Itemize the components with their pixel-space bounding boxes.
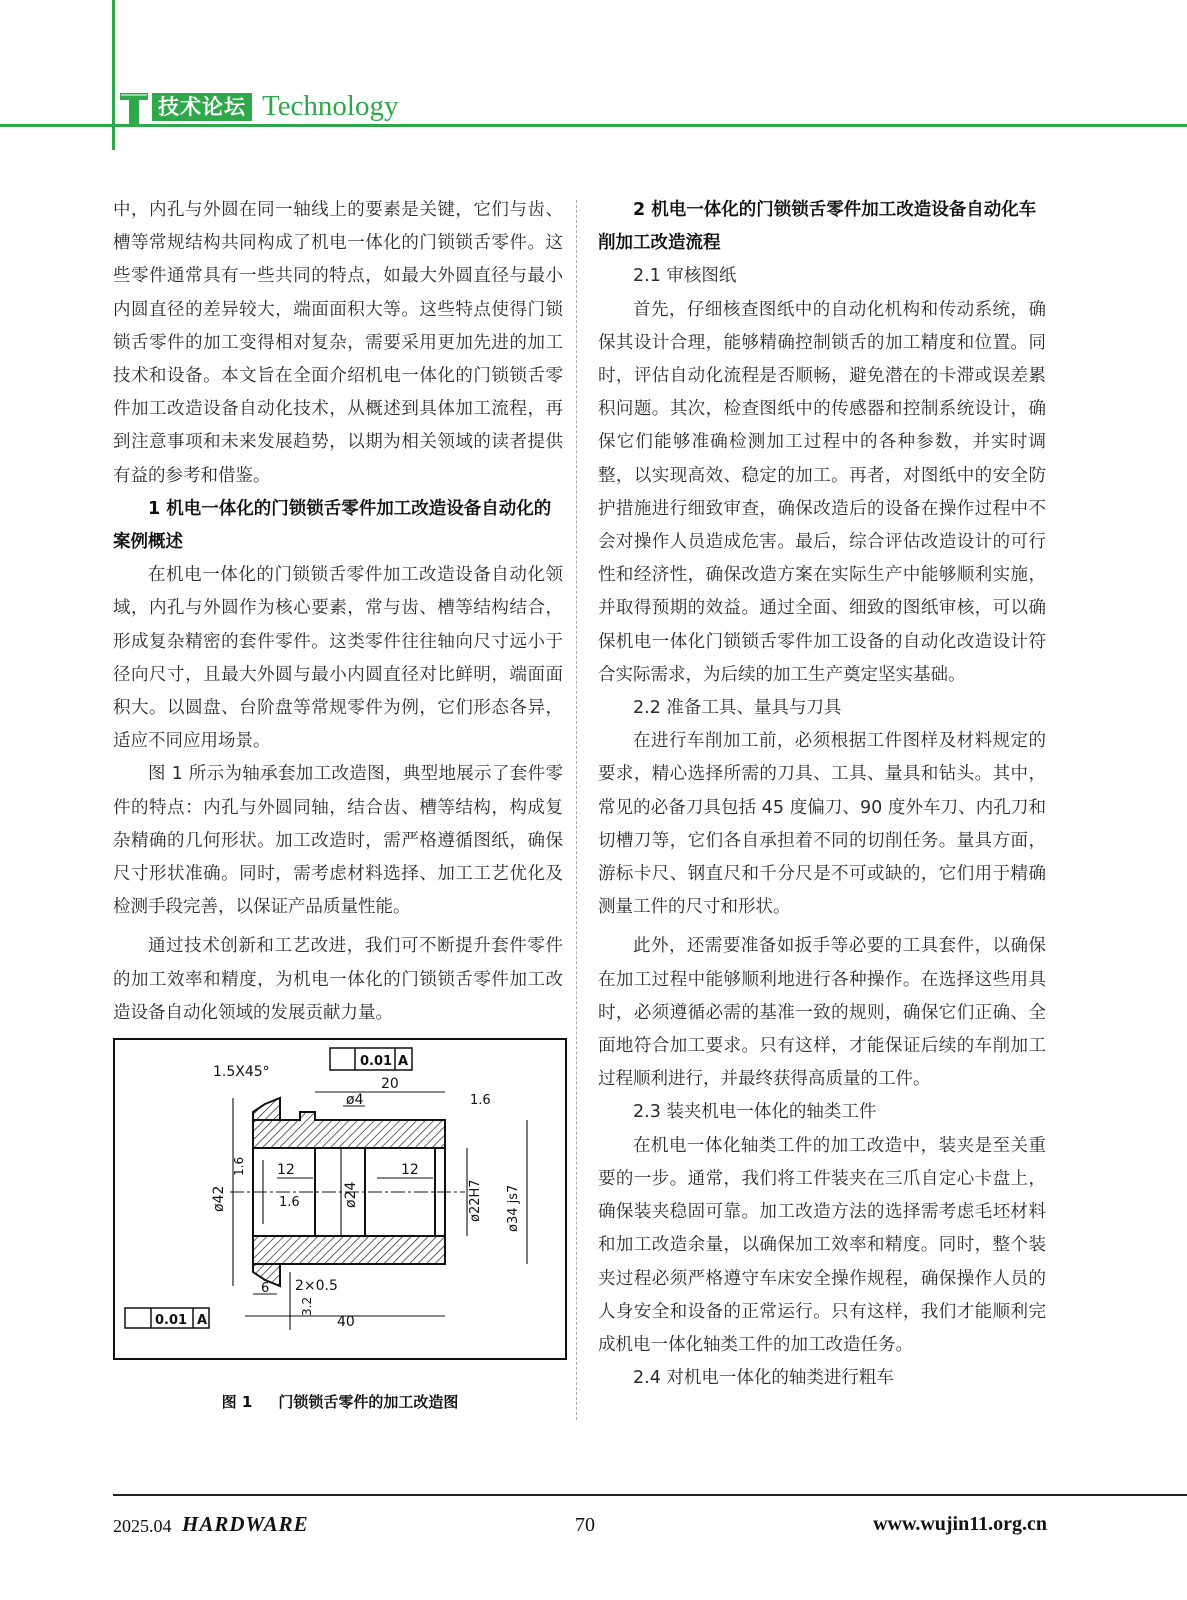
column-divider [576, 200, 577, 1420]
label-dia-42: ø42 [211, 1185, 227, 1212]
section-heading: 2 机电一体化的门锁锁舌零件加工改造设备自动化车削加工改造流程 [598, 200, 1037, 254]
label-len-12-right: 12 [401, 1162, 419, 1178]
website-url: www.wujin11.org.cn [873, 1513, 1047, 1535]
label-roughness-bottom: 3.2 [300, 1296, 314, 1316]
magazine-name: HARDWARE [182, 1512, 309, 1536]
paragraph: 首先，仔细核查图纸中的自动化机构和传动系统，确保其设计合理，能够精确控制锁舌的加工精度和位置。同时，评估自动化流程是否顺畅，避免潜在的卡滞或误差累积问题。其次，检查图纸中的传感器和控制系统设计，确保它们能够准确检测加工过程中的各种参数，并实时调整，以实现高效、稳定的加工。再者，对图纸中的安全防护措施进行细致审查，确保改造后的设备在操作过程中不会对操作人员造成危害。最后，综合评估改造设计的可行性和经济性，确保改造方案在实际生产中能够顺利实施，并取得预期的效益。通过全面、细致的图纸审核，可以确保机电一体化门锁锁舌零件加工设备的自动化改造设计符合实际需求，为后续的加工生产奠定坚实基础。 [598, 299, 1046, 685]
label-roughness-inner: 1.6 [279, 1195, 300, 1210]
label-datum-a-bottom: A [197, 1313, 208, 1328]
paragraph: 图 1 所示为轴承套加工改造图，典型地展示了套件零件的特点：内孔与外圆同轴，结合齿、槽等结构，构成复杂精确的几何形状。加工改造时，需严格遵循图纸，确保尺寸形状准确。同时，需考虑材料选择、加工工艺优化及检测手段完善，以保证产品质量性能。 [113, 764, 563, 918]
label-roughness-top: 1.6 [470, 1093, 491, 1108]
label-len-12-left: 12 [277, 1162, 295, 1178]
label-dia-34: ø34 js7 [506, 1184, 521, 1232]
paragraph: 此外，还需要准备如扳手等必要的工具套件，以确保在加工过程中能够顺利地进行各种操作。在选择这些用具时，必须遵循必需的基准一致的规则，确保它们正确、全面地符合加工要求。只有这样，才能保证后续的车削加工过程顺利进行，并最终获得高质量的工件。 [598, 936, 1046, 1090]
paragraph: 在机电一体化轴类工件的加工改造中，装夹是至关重要的一步。通常，我们将工件装夹在三爪自定心卡盘上，确保装夹稳固可靠。加工改造方法的选择需考虑毛坯材料和加工改造余量，以确保加工效率和精度。同时，整个装夹过程必须严格遵守车床安全操作规程，确保操作人员的人身安全和设备的正常运行。只有这样，我们才能顺利完成机电一体化轴类工件的加工改造任务。 [598, 1135, 1046, 1355]
section-title-en: Technology [262, 90, 399, 122]
footer-rule [113, 1494, 1187, 1496]
section-title-cn: 技术论坛 [152, 93, 252, 121]
subsection-heading: 2.3 装夹机电一体化的轴类工件 [633, 1102, 877, 1123]
subsection-heading: 2.2 准备工具、量具与刀具 [633, 698, 842, 719]
figure-frame [113, 1038, 567, 1360]
paragraph: 在进行车削加工前，必须根据工件图样及材料规定的要求，精心选择所需的刀具、工具、量具和钻头。其中，常见的必备刀具包括 45 度偏刀、90 度外车刀、内孔刀和切槽刀等，它们各自承担着不同的切削任务。量具方面，游标卡尺、钢直尺和千分尺是不可或缺的，它们用于精确测量工件的尺寸和形状。 [598, 731, 1046, 918]
label-dia-4: ø4 [346, 1092, 364, 1108]
subsection-heading: 2.1 审核图纸 [633, 266, 737, 287]
header-vertical-rule [112, 0, 115, 150]
paragraph: 在机电一体化的门锁锁舌零件加工改造设备自动化领域，内孔与外圆作为核心要素，常与齿、槽等结构结合，形成复杂精密的套件零件。这类零件往往轴向尺寸远小于径向尺寸，且最大外圆与最小内圆直径对比鲜明，端面面积大。以圆盘、台阶盘等常规零件为例，它们形态各异，适应不同应用场景。 [113, 565, 563, 752]
label-groove: 2×0.5 [295, 1278, 338, 1294]
header-horizontal-rule [0, 124, 1187, 127]
figure-caption [113, 1391, 567, 1412]
label-chamfer: 1.5X45° [213, 1064, 270, 1080]
label-len-40: 40 [337, 1314, 355, 1330]
label-len-20: 20 [381, 1076, 399, 1092]
subsection-heading: 2.4 对机电一体化的轴类进行粗车 [633, 1368, 894, 1389]
left-column [113, 194, 563, 1030]
label-dia-22: ø22H7 [468, 1179, 483, 1222]
issue-date: 2025.04 [113, 1516, 172, 1536]
figure-number: 图 1 [221, 1393, 253, 1411]
label-roughness-left: 1.6 [232, 1156, 246, 1176]
label-perp-tol: 0.01 [155, 1313, 188, 1328]
paragraph: 中，内孔与外圆在同一轴线上的要素是关键，它们与齿、槽等常规结构共同构成了机电一体化的门锁锁舌零件。这些零件通常具有一些共同的特点，如最大外圆直径与最小内圆直径的差异较大，端面面积大等。这些特点使得门锁锁舌零件的加工变得相对复杂，需要采用更加先进的加工技术和设备。本文旨在全面介绍机电一体化的门锁锁舌零件加工改造设备自动化技术，从概述到具体加工流程，再到注意事项和未来发展趋势，以期为相关领域的读者提供有益的参考和借鉴。 [113, 200, 563, 486]
section-heading: 1 机电一体化的门锁锁舌零件加工改造设备自动化的案例概述 [113, 498, 552, 553]
paragraph: 通过技术创新和工艺改进，我们可不断提升套件零件的加工效率和精度，为机电一体化的门锁锁舌零件加工改造设备自动化领域的发展贡献力量。 [113, 936, 563, 1023]
label-dia-24: ø24 [343, 1181, 359, 1208]
label-len-6: 6 [261, 1281, 270, 1296]
engineering-drawing [115, 1040, 565, 1358]
figure-caption-text: 门锁锁舌零件的加工改造图 [278, 1393, 459, 1411]
right-column [598, 194, 1046, 1395]
label-datum-a: A [398, 1054, 409, 1069]
section-logo-icon [120, 93, 148, 124]
label-runout-tol: 0.01 [360, 1054, 393, 1069]
page-number: 70 [575, 1514, 595, 1536]
